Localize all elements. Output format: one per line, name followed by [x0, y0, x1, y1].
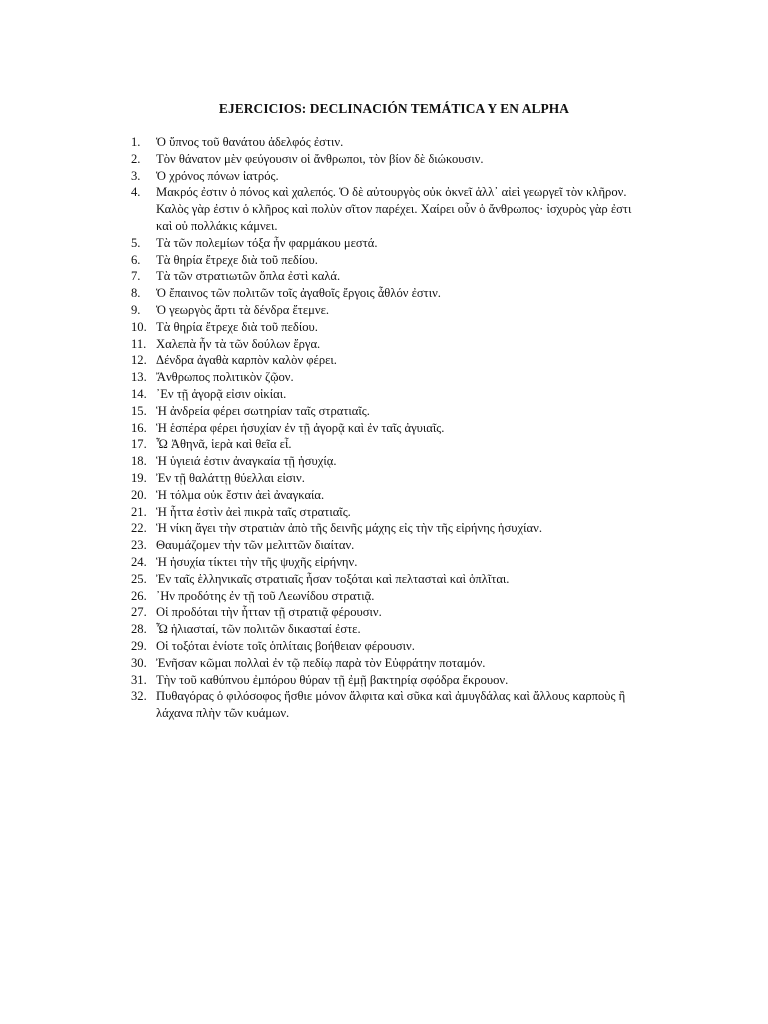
exercise-number: 10.	[131, 319, 147, 334]
exercise-text: Ὁ χρόνος πόνων ἰατρός.	[156, 168, 279, 183]
exercise-number: 1.	[131, 135, 141, 149]
exercise-item	[131, 604, 641, 621]
exercise-text: ᾽Ην προδότης ἐν τῇ τοῦ Λεωνίδου στρατιᾷ.	[156, 588, 375, 603]
exercise-number: 13.	[131, 370, 147, 385]
exercise-item	[131, 134, 641, 151]
exercise-number: 27.	[131, 605, 147, 620]
exercise-item	[131, 672, 641, 689]
exercise-item	[131, 302, 641, 319]
exercise-text: Ὦ Ἀθηνᾶ, ἱερὰ καὶ θεῖα εἶ.	[156, 437, 292, 452]
exercise-item	[131, 386, 641, 403]
exercise-number: 28.	[131, 622, 147, 637]
page-title: EJERCICIOS: DECLINACIÓN TEMÁTICA Y EN ALPHA	[218, 101, 570, 116]
exercise-item	[131, 420, 641, 437]
exercise-text: Θαυμάζομεν τὴν τῶν μελιττῶν διαίταν.	[156, 538, 355, 553]
exercise-text: Πυθαγόρας ὁ φιλόσοφος ἤσθιε μόνον ἄλφιτα καὶ σῦκα καὶ ἀμυγδάλας καὶ ἄλλους καρποὺς ἢ λάχανα πλὴν τῶν κυάμων.	[156, 689, 626, 721]
exercise-number: 30.	[131, 655, 147, 670]
exercise-item	[131, 403, 641, 420]
exercise-item	[131, 453, 641, 470]
exercise-number: 32.	[131, 689, 147, 704]
exercise-number: 14.	[131, 386, 147, 401]
exercise-item	[131, 151, 641, 168]
exercise-text: Ἐν ταῖς ἑλληνικαῖς στρατιαῖς ἦσαν τοξόται καὶ πελτασταὶ καὶ ὁπλῖται.	[156, 571, 510, 586]
exercise-number: 15.	[131, 403, 147, 418]
exercise-item	[131, 621, 641, 638]
exercise-item	[131, 285, 641, 302]
exercise-number: 24.	[131, 554, 147, 569]
exercise-item	[131, 571, 641, 588]
exercise-item	[131, 436, 641, 453]
exercise-number: 5.	[131, 235, 141, 250]
exercise-text: Ὁ γεωργὸς ἄρτι τὰ δένδρα ἔτεμνε.	[156, 302, 330, 317]
exercise-number: 7.	[131, 269, 141, 284]
exercise-item	[131, 688, 641, 722]
exercise-item	[131, 252, 641, 269]
exercise-item	[131, 638, 641, 655]
exercise-text: Ἡ τόλμα οὐκ ἔστιν ἀεὶ ἀναγκαία.	[156, 487, 325, 502]
exercise-number: 18.	[131, 454, 147, 469]
exercise-item	[131, 369, 641, 386]
exercise-number: 29.	[131, 638, 147, 653]
exercise-text: Οἱ τοξόται ἐνίοτε τοῖς ὁπλίταις βοήθειαν φέρουσιν.	[156, 638, 415, 653]
exercise-number: 20.	[131, 487, 147, 502]
exercise-text: Οἱ προδόται τὴν ἧτταν τῇ στρατιᾷ φέρουσιν.	[156, 605, 382, 620]
exercise-item	[131, 537, 641, 554]
exercise-item	[131, 470, 641, 487]
exercise-text: Ἐν τῇ θαλάττῃ θύελλαι εἰσιν.	[156, 470, 305, 485]
exercise-number: 2.	[131, 151, 141, 166]
exercise-item	[131, 336, 641, 353]
exercise-item	[131, 235, 641, 252]
exercise-item	[131, 504, 641, 521]
exercise-text: Τὰ τῶν πολεμίων τόξα ἦν φαρμάκου μεστά.	[156, 235, 378, 250]
exercise-text: Ἡ ὑγιειά ἐστιν ἀναγκαία τῇ ἡσυχίᾳ.	[156, 454, 337, 469]
exercise-number: 23.	[131, 538, 147, 553]
exercise-text: Ἡ ἡσυχία τίκτει τὴν τῆς ψυχῆς εἰρήνην.	[156, 554, 358, 569]
exercise-text: Ἄνθρωπος πολιτικὸν ζῷον.	[156, 370, 294, 385]
exercise-number: 3.	[131, 168, 141, 183]
exercise-number: 25.	[131, 571, 147, 586]
exercise-text: ᾽Εν τῇ ἀγορᾷ εἰσιν οἰκίαι.	[156, 386, 287, 401]
exercise-item	[131, 352, 641, 369]
exercise-number: 22.	[131, 521, 147, 536]
exercise-text: Ὁ ἔπαινος τῶν πολιτῶν τοῖς ἀγαθοῖς ἔργοις ἆθλόν ἐστιν.	[156, 286, 441, 301]
exercise-number: 6.	[131, 252, 141, 267]
exercise-item	[131, 487, 641, 504]
exercise-text: Τὰ θηρία ἔτρεχε διὰ τοῦ πεδίου.	[156, 319, 318, 334]
exercise-item	[131, 184, 641, 234]
exercise-number: 26.	[131, 588, 147, 603]
exercise-item	[131, 168, 641, 185]
exercise-number: 31.	[131, 672, 147, 687]
exercise-number: 12.	[131, 353, 147, 368]
exercise-item	[131, 319, 641, 336]
exercise-number: 11.	[131, 336, 147, 351]
exercise-text: Μακρός ἐστιν ὁ πόνος καὶ χαλεπός. Ὁ δὲ αὐτουργὸς οὐκ ὀκνεῖ ἀλλ᾽ αἰεὶ γεωργεῖ τὸν κλῆρον. Καλὸς γὰρ ἐστιν ὁ κλῆρος καὶ πολὺν σῖτον παρέχει. Χαίρει οὖν ὁ ἄνθρωπος· ἰσχυρὸς γὰρ ἐστι καὶ οὐ πολλάκις κάμνει.	[156, 185, 632, 233]
exercise-item	[131, 655, 641, 672]
exercise-item	[131, 268, 641, 285]
exercise-number: 8.	[131, 286, 141, 301]
exercise-text: Ἡ ἧττα ἐστὶν ἀεὶ πικρὰ ταῖς στρατιαῖς.	[156, 504, 351, 519]
exercise-number: 21.	[131, 504, 147, 519]
exercise-text: Ἡ ἑσπέρα φέρει ἡσυχίαν ἐν τῇ ἀγορᾷ καὶ ἐν ταῖς ἀγυιαῖς.	[156, 420, 445, 435]
exercise-number: 17.	[131, 437, 147, 452]
exercise-text: Τὸν θάνατον μὲν φεύγουσιν οἱ ἄνθρωποι, τὸν βίον δὲ διώκουσιν.	[156, 151, 484, 166]
exercise-text: Ὦ ἡλιασταί, τῶν πολιτῶν δικασταί ἐστε.	[156, 622, 361, 637]
exercise-text: Τὰ τῶν στρατιωτῶν ὅπλα ἐστὶ καλά.	[156, 269, 341, 284]
exercise-item	[131, 588, 641, 605]
exercise-text: Ὁ ὕπνος τοῦ θανάτου ἀδελφός ἐστιν.	[156, 135, 344, 149]
exercise-text: Ἡ ἀνδρεία φέρει σωτηρίαν ταῖς στρατιαῖς.	[156, 403, 370, 418]
exercise-item	[131, 520, 641, 537]
exercise-text: Τὴν τοῦ καθύπνου ἐμπόρου θύραν τῇ ἐμῇ βακτηρίᾳ σφόδρα ἔκρουον.	[156, 672, 509, 687]
exercise-text: Δένδρα ἀγαθὰ καρπὸν καλὸν φέρει.	[156, 353, 337, 368]
exercise-text: Τὰ θηρία ἔτρεχε διὰ τοῦ πεδίου.	[156, 252, 318, 267]
exercise-number: 4.	[131, 185, 141, 200]
exercise-number: 16.	[131, 420, 147, 435]
exercise-list	[131, 134, 641, 722]
exercise-item	[131, 554, 641, 571]
exercise-number: 19.	[131, 470, 147, 485]
exercise-text: Ἐνῆσαν κῶμαι πολλαὶ ἐν τῷ πεδίῳ παρὰ τὸν Εὐφράτην ποταμόν.	[156, 655, 486, 670]
exercise-text: Χαλεπὰ ἦν τὰ τῶν δούλων ἔργα.	[156, 336, 321, 351]
exercise-text: Ἡ νίκη ἄγει τὴν στρατιὰν ἀπὸ τῆς δεινῆς μάχης εἰς τὴν τῆς εἰρήνης ἡσυχίαν.	[156, 521, 542, 536]
exercise-number: 9.	[131, 302, 141, 317]
